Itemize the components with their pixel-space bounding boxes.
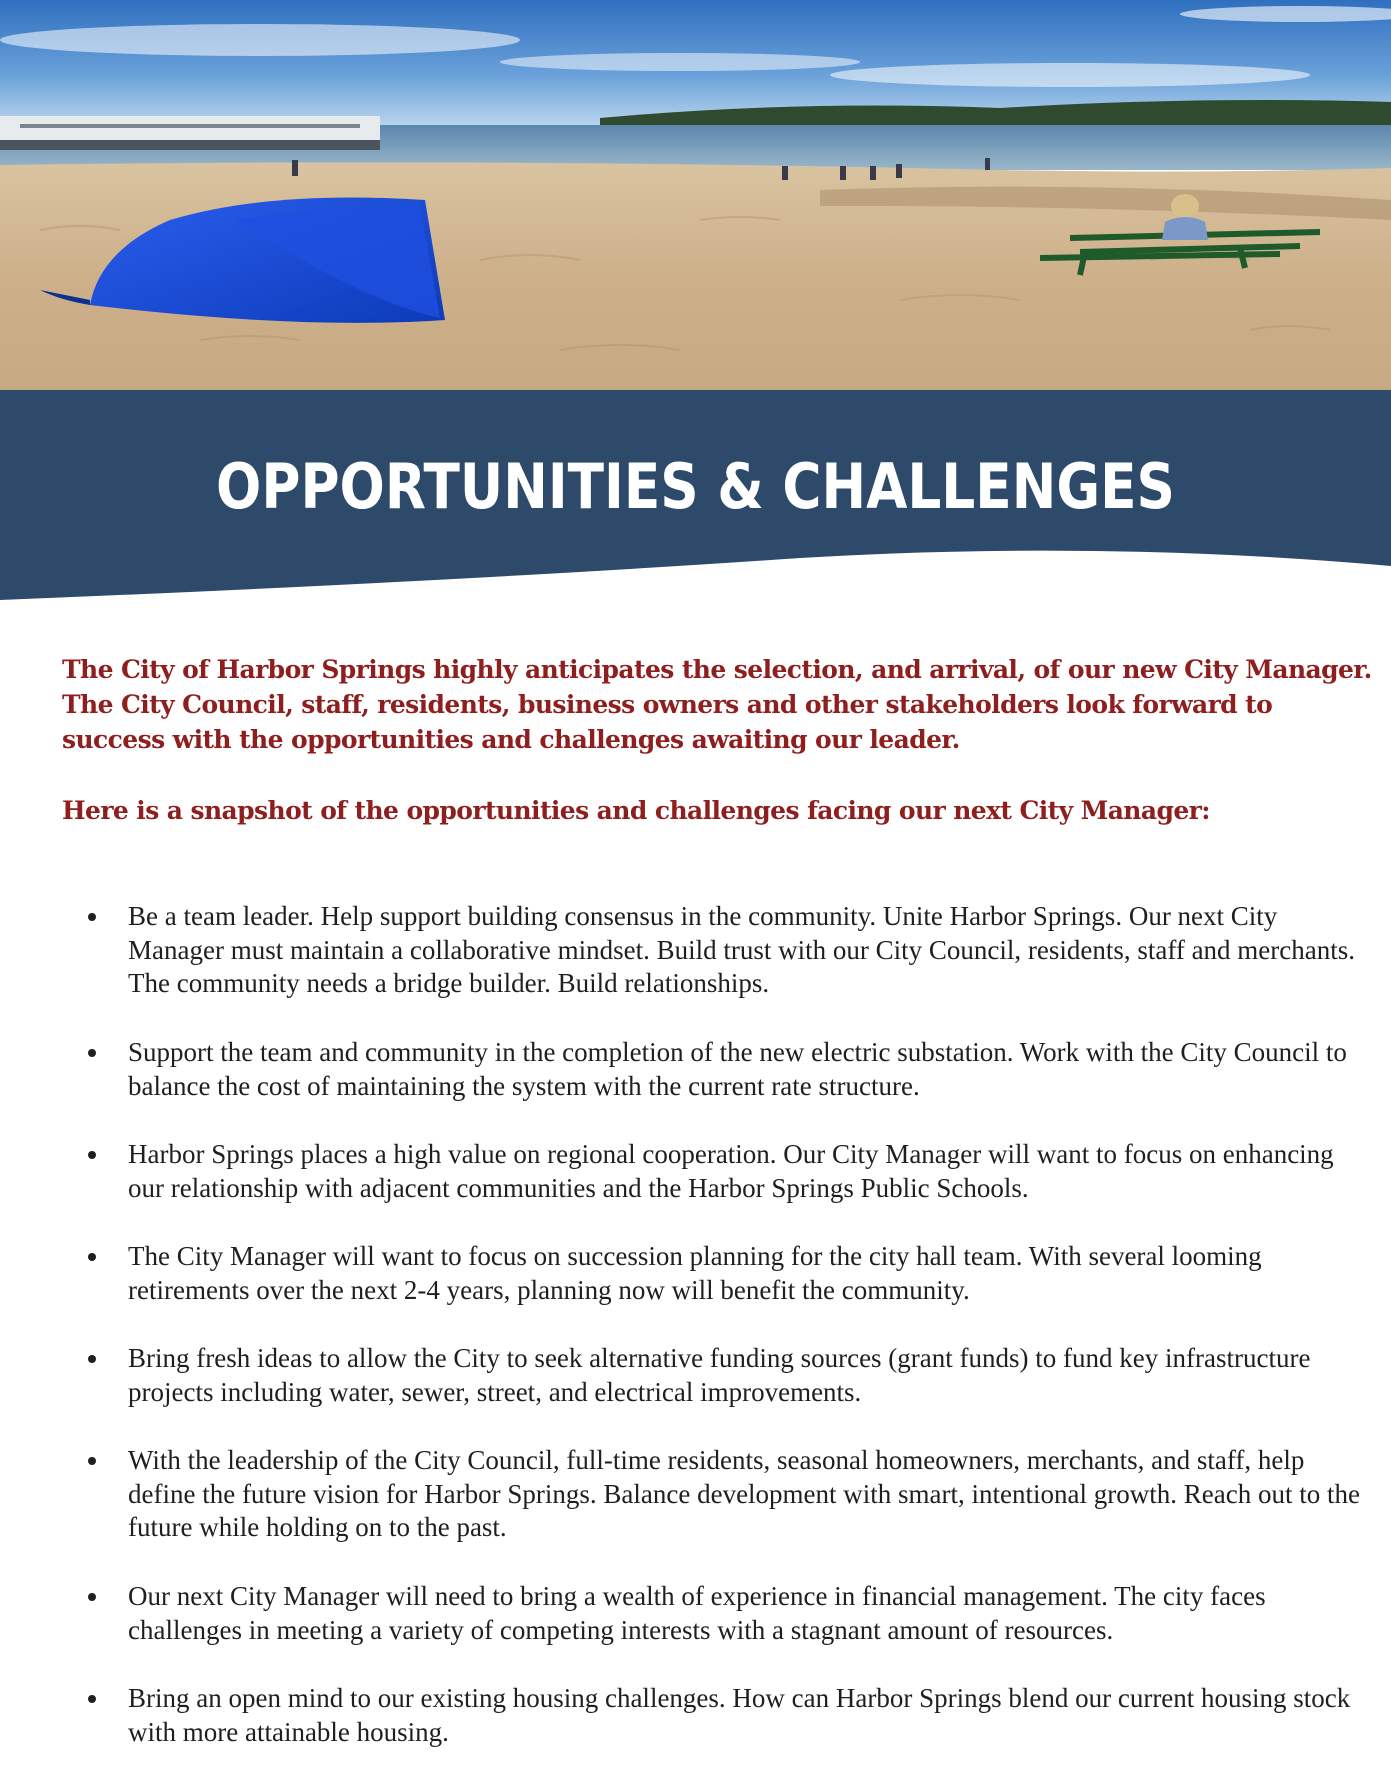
beach-photo [0,0,1391,395]
list-item-text: Support the team and community in the completion of the new electric substation. Work with the City Council to balance the cost of maintaining the system with the current rate structure. [128,1037,1347,1101]
list-item-text: Be a team leader. Help support building consensus in the community. Unite Harbor Springs. Our next City Manager must maintain a collaborative mindset. Build trust with our City Council, residents, staff and merchants. The community needs a bridge builder. Build relationships. [128,901,1356,998]
list-item [62,1240,1362,1342]
bullet-icon [88,1049,96,1057]
intro-paragraph: The City of Harbor Springs highly anticipates the selection, and arrival, of our new City Manager. The City Council, staff, residents, business owners and other stakeholders look forward to success with the opportunities and challenges awaiting our leader. [62,655,1372,754]
bullet-icon [88,1695,96,1703]
bullet-icon [88,1355,96,1363]
list-item-text: The City Manager will want to focus on succession planning for the city hall team. With several looming retirements over the next 2-4 years, planning now will benefit the community. [128,1241,1262,1305]
opportunities-list [62,900,1362,1784]
bullet-icon [88,1457,96,1465]
list-item-text: Harbor Springs places a high value on regional cooperation. Our City Manager will want to focus on enhancing our relationship with adjacent communities and the Harbor Springs Public Schools. [128,1139,1334,1203]
list-item-text: Our next City Manager will need to bring a wealth of experience in financial management. The city faces challenges in meeting a variety of competing interests with a stagnant amount of resources. [128,1581,1266,1645]
list-item [62,1580,1362,1682]
list-item [62,1342,1362,1444]
bullet-icon [88,1151,96,1159]
list-item-text: With the leadership of the City Council, full-time residents, seasonal homeowners, merchants, and staff, help define the future vision for Harbor Springs. Balance development with smart, intentional growth. Reach out to the future while holding on to the past. [128,1445,1360,1542]
list-item [62,1444,1362,1580]
list-item [62,1036,1362,1138]
list-item [62,1138,1362,1240]
bullet-icon [88,1253,96,1261]
list-item [62,1682,1362,1784]
intro-lead: Here is a snapshot of the opportunities and challenges facing our next City Manager: [62,796,1210,825]
list-item [62,900,1362,1036]
bullet-icon [88,913,96,921]
section-banner [0,390,1391,620]
page-title: OPPORTUNITIES & CHALLENGES [216,450,1175,523]
bullet-icon [88,1593,96,1601]
list-item-text: Bring an open mind to our existing housing challenges. How can Harbor Springs blend our current housing stock with more attainable housing. [128,1683,1351,1747]
list-item-text: Bring fresh ideas to allow the City to seek alternative funding sources (grant funds) to fund key infrastructure projects including water, sewer, street, and electrical improvements. [128,1343,1311,1407]
